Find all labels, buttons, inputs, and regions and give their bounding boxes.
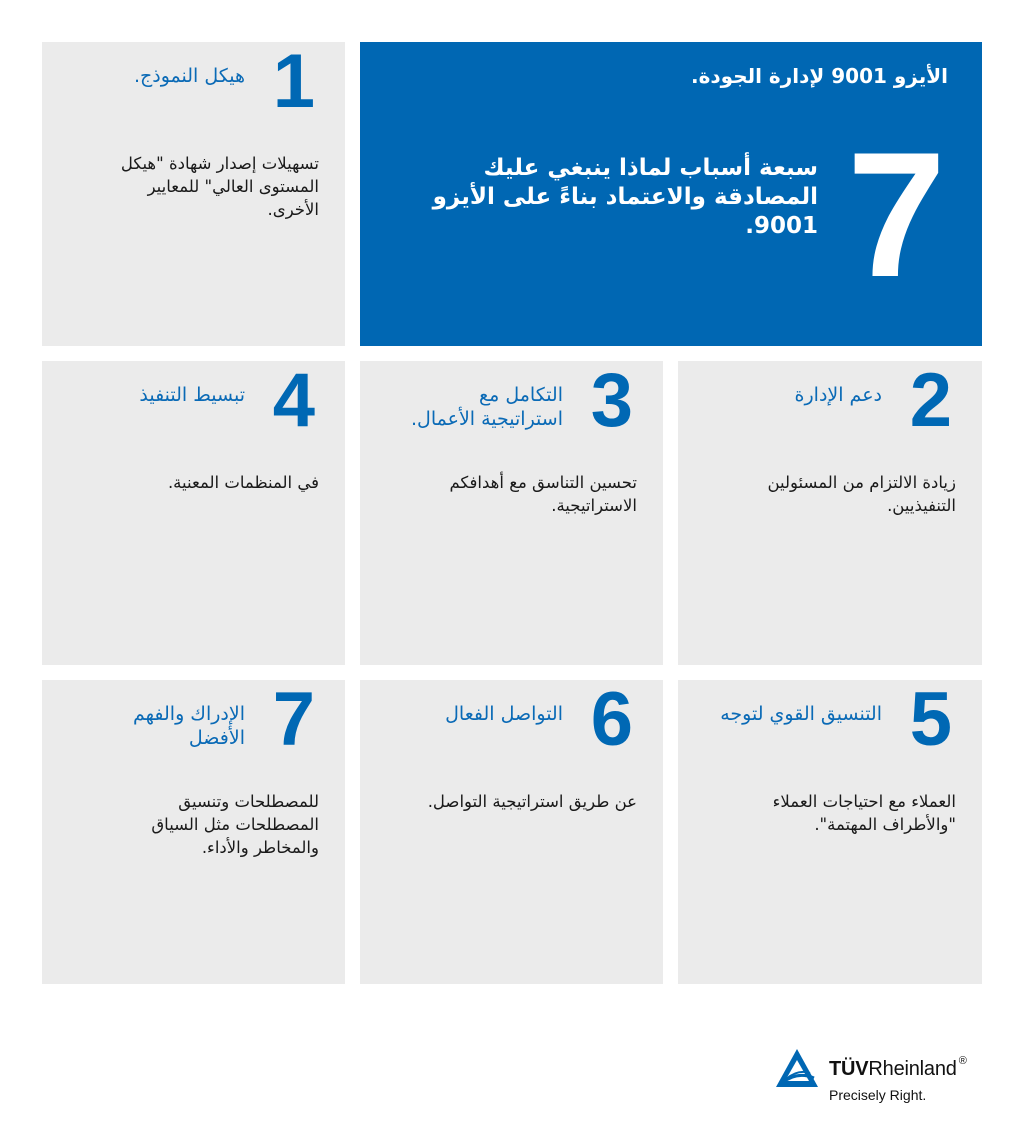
- reason-number: 5: [909, 677, 952, 762]
- reason-number: 7: [272, 677, 315, 762]
- hero-heading: الأيزو 9001 لإدارة الجودة.: [690, 64, 948, 88]
- reason-description: زيادة الالتزام من المسئولين التنفيذيين.: [767, 473, 956, 515]
- reason-description: عن طريق استراتيجية التواصل.: [427, 792, 637, 811]
- reason-number: 1: [272, 39, 315, 124]
- brand-bold: TÜV: [829, 1058, 869, 1080]
- tuv-rheinland-logo: [774, 1044, 1004, 1106]
- reason-title: هيكل النموذج.: [133, 65, 245, 87]
- reason-number: 2: [909, 358, 952, 443]
- reason-title: التواصل الفعال: [445, 703, 563, 725]
- reason-card-6: [360, 677, 663, 984]
- hero-panel: [360, 42, 982, 346]
- reason-description: في المنظمات المعنية.: [167, 473, 319, 492]
- reason-title: التكامل مع استراتيجية الأعمال.: [410, 384, 563, 430]
- reason-description: العملاء مع احتياجات العملاء "والأطراف المهتمة".: [772, 792, 956, 834]
- reason-title: الإدراك والفهم الأفضل: [133, 703, 245, 749]
- reason-card-5: [678, 677, 982, 984]
- reason-card-2: [678, 358, 982, 665]
- brand-rest: Rheinland: [868, 1058, 957, 1080]
- reason-title: التنسيق القوي لتوجه: [720, 703, 882, 725]
- hero-number: 7: [847, 115, 946, 314]
- reason-card-1: [42, 39, 345, 346]
- reason-number: 3: [590, 358, 633, 443]
- hero-subtitle: سبعة أسباب لماذا ينبغي عليك المصادقة والاعتماد بناءً على الأيزو 9001.: [432, 155, 818, 239]
- reason-card-3: [360, 358, 663, 665]
- reason-title: تبسيط التنفيذ: [139, 384, 245, 406]
- reason-description: للمصطلحات وتنسيق المصطلحات مثل السياق والمخاطر والأداء.: [151, 792, 319, 857]
- reason-number: 4: [272, 358, 315, 443]
- reason-title: دعم الإدارة: [794, 384, 882, 406]
- registered-mark: ®: [958, 1055, 967, 1067]
- brand-name: [829, 1055, 967, 1081]
- reason-description: تسهيلات إصدار شهادة "هيكل المستوى العالي" للمعايير الأخرى.: [120, 154, 319, 219]
- reason-description: تحسين التناسق مع أهدافكم الاستراتيجية.: [449, 473, 637, 515]
- reason-number: 6: [590, 677, 633, 762]
- brand-tagline: Precisely Right.: [829, 1087, 927, 1103]
- reason-card-4: [42, 358, 345, 665]
- reason-card-7: [42, 677, 345, 984]
- tuv-triangle-icon: [774, 1047, 820, 1089]
